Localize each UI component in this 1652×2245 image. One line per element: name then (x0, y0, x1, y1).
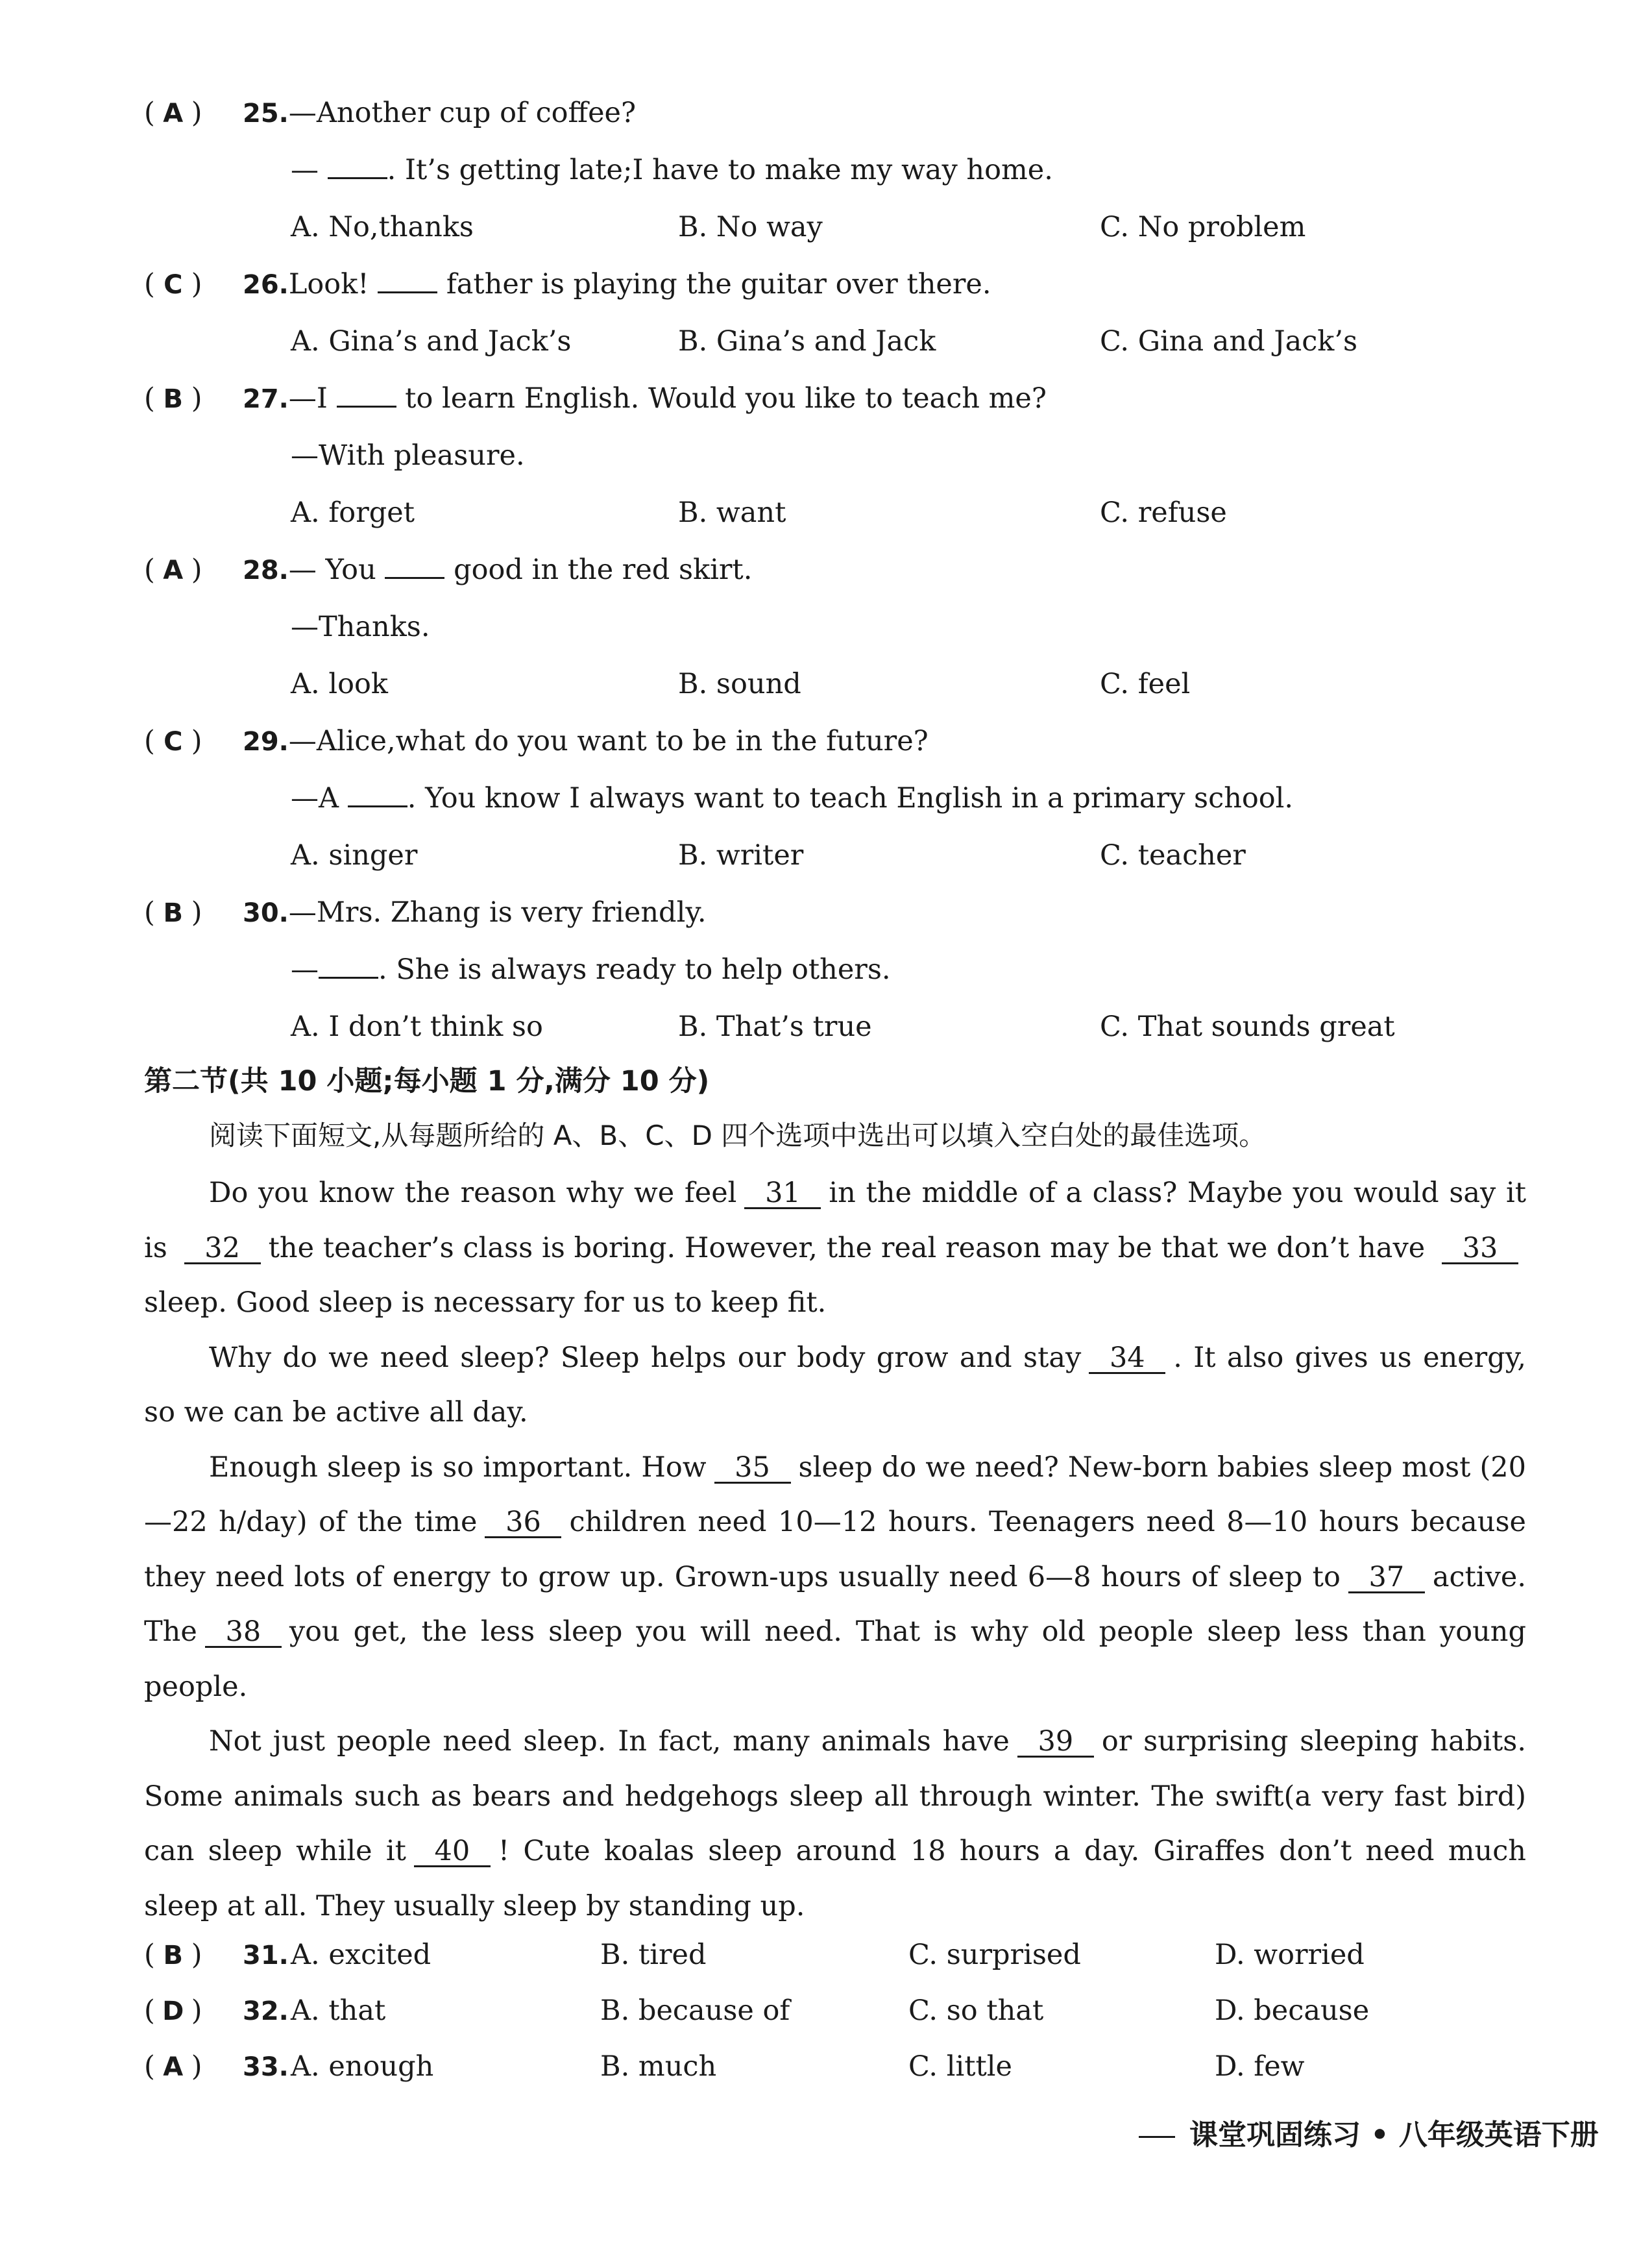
answer-letter: D (162, 1996, 184, 2026)
passage-paragraph-3 (144, 1440, 1526, 1715)
option-a: A. excited (291, 1939, 431, 1971)
question-26 (144, 265, 991, 304)
answer-letter: A (163, 556, 184, 585)
answer-letter: C (164, 727, 183, 757)
response-prefix: — (291, 953, 319, 986)
option-b: B. much (600, 2050, 717, 2083)
option-b: B. No way (678, 211, 823, 243)
cloze-blank-36: 36 (485, 1508, 561, 1538)
cloze-blank-38: 38 (205, 1617, 282, 1648)
option-b: B. want (678, 497, 786, 529)
answer-letter: C (164, 270, 183, 300)
passage-paragraph-1 (144, 1166, 1526, 1331)
question-text: to learn English. Would you like to teach me? (396, 382, 1047, 415)
question-33 (144, 2047, 289, 2086)
passage-text: the teacher’s class is boring. However, the real reason may be that we don’t have (268, 1231, 1426, 1264)
answer-paren: ( A ) (144, 93, 243, 133)
cloze-blank-39: 39 (1017, 1727, 1094, 1758)
answer-blank (385, 552, 444, 579)
option-c: C. teacher (1100, 839, 1246, 872)
question-number: 25. (243, 99, 289, 129)
section-instruction: 阅读下面短文,从每题所给的 A、B、C、D 四个选项中选出可以填入空白处的最佳选项。 (209, 1120, 1267, 1151)
cloze-passage (144, 1166, 1526, 1933)
option-a: A. singer (291, 839, 418, 872)
footer-text: 课堂巩固练习 • 八年级英语下册 (1189, 2118, 1599, 2152)
answer-blank (319, 952, 378, 979)
question-number: 29. (243, 727, 289, 757)
passage-text: sleep do we need? New-born babies sleep most (20—22 h/day) of the time (144, 1451, 1526, 1538)
response-prefix: —A (291, 782, 348, 815)
answer-paren: ( C ) (144, 265, 243, 304)
option-c: C. refuse (1100, 497, 1227, 529)
passage-text: you get, the less sleep you will need. That is why old people sleep less than young people. (144, 1615, 1526, 1703)
question-number: 32. (243, 1996, 289, 2026)
response-text: . It’s getting late;I have to make my way home. (387, 154, 1053, 186)
option-c: C. Gina and Jack’s (1100, 325, 1358, 358)
question-27-response: —With pleasure. (291, 439, 525, 472)
question-number: 26. (243, 270, 289, 300)
question-25-response (291, 151, 1053, 190)
passage-paragraph-4 (144, 1714, 1526, 1933)
question-30-response (291, 950, 891, 989)
question-29-response (291, 779, 1293, 818)
passage-text: ! Cute koalas sleep around 18 hours a day. Giraffes don’t need much sleep at all. They usually sleep by standing up. (144, 1835, 1526, 1922)
answer-blank (337, 381, 396, 408)
question-number: 28. (243, 556, 289, 585)
answer-paren: ( B ) (144, 893, 243, 933)
option-a: A. look (291, 668, 388, 700)
cloze-blank-40: 40 (414, 1837, 491, 1867)
answer-letter: B (163, 898, 184, 928)
cloze-blank-34: 34 (1089, 1343, 1165, 1374)
option-b: B. tired (600, 1939, 707, 1971)
answer-paren: ( A ) (144, 550, 243, 590)
passage-text: Enough sleep is so important. How (209, 1451, 707, 1484)
question-30 (144, 893, 707, 932)
answer-blank (328, 153, 387, 179)
cloze-blank-32: 32 (184, 1234, 261, 1264)
option-c: C. That sounds great (1100, 1011, 1395, 1043)
option-b: B. sound (678, 668, 801, 700)
question-31 (144, 1935, 289, 1974)
option-b: B. because of (600, 1994, 790, 2027)
option-a: A. Gina’s and Jack’s (291, 325, 572, 358)
section-title: 第二节(共 10 小题;每小题 1 分,满分 10 分) (144, 1065, 710, 1098)
cloze-blank-35: 35 (714, 1453, 791, 1484)
answer-paren: ( D ) (144, 1991, 243, 2031)
page-footer (1139, 2116, 1599, 2155)
answer-paren: ( B ) (144, 379, 243, 419)
option-d: D. because (1215, 1994, 1370, 2027)
question-text: —I (288, 382, 337, 415)
question-29 (144, 722, 929, 761)
option-b: B. writer (678, 839, 804, 872)
question-number: 33. (243, 2052, 289, 2082)
passage-text: or surprising sleeping habits. Some animals such as bears and hedgehogs sleep all through winter. The swift(a very fast bird) can sleep while it (144, 1725, 1526, 1867)
answer-paren: ( A ) (144, 2047, 243, 2087)
question-number: 31. (243, 1941, 289, 1970)
cloze-blank-33: 33 (1442, 1234, 1518, 1264)
passage-text: . It also gives us energy, so we can be active all day. (144, 1341, 1526, 1429)
passage-text: sleep. Good sleep is necessary for us to keep fit. (144, 1286, 827, 1319)
question-28-response: —Thanks. (291, 611, 430, 643)
passage-text: in the middle of a class? Maybe you would say it is (144, 1177, 1526, 1264)
answer-letter: B (163, 1941, 184, 1970)
passage-text: Do you know the reason why we feel (209, 1177, 737, 1209)
option-a: A. that (291, 1994, 386, 2027)
answer-paren: ( C ) (144, 722, 243, 761)
answer-letter: A (163, 99, 184, 129)
question-25 (144, 93, 636, 132)
passage-text: children need 10—12 hours. Teenagers need 8—10 hours because they need lots of energy to grow up. Grown-ups usually need 6—8 hours of sleep to (144, 1506, 1526, 1593)
response-prefix: — (291, 154, 328, 186)
response-text: . You know I always want to teach English in a primary school. (407, 782, 1294, 815)
answer-blank (348, 781, 407, 807)
answer-blank (378, 267, 437, 293)
passage-text: active. The (144, 1560, 1526, 1648)
answer-paren: ( B ) (144, 1935, 243, 1975)
answer-letter: A (163, 2052, 184, 2082)
option-c: C. so that (908, 1994, 1044, 2027)
option-d: D. few (1215, 2050, 1305, 2083)
question-text: —Alice,what do you want to be in the future? (288, 725, 929, 757)
option-a: A. forget (291, 497, 415, 529)
question-text: good in the red skirt. (444, 554, 753, 586)
question-text: Look! (288, 268, 378, 301)
option-c: C. No problem (1100, 211, 1306, 243)
question-text: father is playing the guitar over there. (437, 268, 991, 301)
question-27 (144, 379, 1047, 418)
option-b: B. That’s true (678, 1011, 872, 1043)
option-a: A. enough (291, 2050, 434, 2083)
question-number: 30. (243, 898, 289, 928)
passage-text: Why do we need sleep? Sleep helps our body grow and stay (209, 1341, 1082, 1374)
option-d: D. worried (1215, 1939, 1365, 1971)
footer-dash (1139, 2136, 1175, 2138)
option-c: C. little (908, 2050, 1012, 2083)
option-b: B. Gina’s and Jack (678, 325, 936, 358)
cloze-blank-37: 37 (1348, 1563, 1425, 1593)
answer-letter: B (163, 384, 184, 414)
response-text: . She is always ready to help others. (378, 953, 891, 986)
cloze-blank-31: 31 (744, 1179, 821, 1209)
option-a: A. No,thanks (291, 211, 474, 243)
question-text: —Another cup of coffee? (288, 97, 637, 129)
passage-paragraph-2 (144, 1331, 1526, 1440)
question-32 (144, 1991, 289, 2030)
question-number: 27. (243, 384, 289, 414)
option-c: C. feel (1100, 668, 1191, 700)
option-c: C. surprised (908, 1939, 1081, 1971)
question-28 (144, 550, 752, 589)
question-text: — You (288, 554, 385, 586)
option-a: A. I don’t think so (291, 1011, 543, 1043)
passage-text: Not just people need sleep. In fact, many animals have (209, 1725, 1010, 1758)
question-text: —Mrs. Zhang is very friendly. (288, 896, 707, 929)
